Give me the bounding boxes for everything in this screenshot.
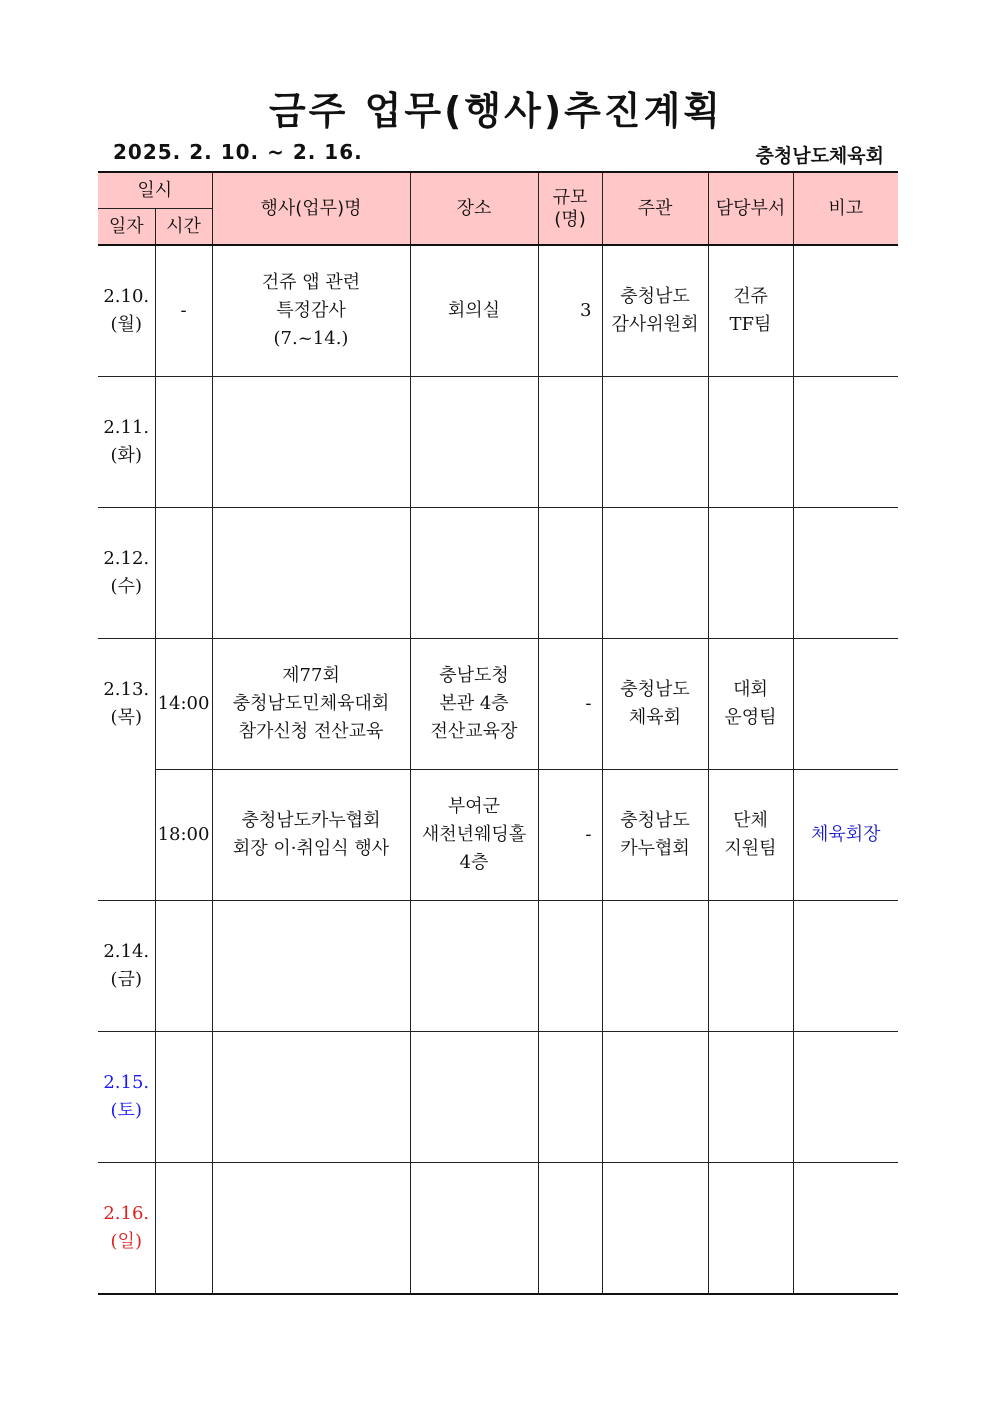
- weekday-text: (월): [110, 314, 142, 335]
- date-text: 2.14.: [103, 941, 150, 962]
- host-line: 감사위원회: [611, 314, 699, 335]
- scale-cell: [538, 1163, 602, 1295]
- header-scale-line1: 규모: [552, 186, 588, 208]
- event-line: 회장 이·취임식 행사: [232, 838, 390, 859]
- table-row: [98, 1032, 898, 1163]
- date-cell: [98, 245, 155, 377]
- scale-cell: [538, 901, 602, 1032]
- date-text: 2.12.: [103, 548, 150, 569]
- dept-line: TF팀: [729, 314, 772, 335]
- scale-cell: -: [538, 770, 602, 901]
- place-line: 본관 4층: [439, 693, 509, 714]
- event-cell: [212, 639, 410, 770]
- note-cell: [793, 508, 898, 639]
- dept-cell: [708, 508, 793, 639]
- event-cell: [212, 770, 410, 901]
- place-line: 회의실: [447, 300, 501, 321]
- note-cell: [793, 901, 898, 1032]
- weekday-text: (토): [110, 1100, 142, 1121]
- scale-cell: [538, 508, 602, 639]
- date-text: 2.13.: [103, 679, 150, 700]
- date-cell: [98, 377, 155, 508]
- event-line: 충청남도민체육대회: [232, 693, 390, 714]
- place-line: 부여군: [447, 796, 501, 817]
- place-cell: [410, 508, 538, 639]
- dept-cell: [708, 639, 793, 770]
- note-cell: [793, 377, 898, 508]
- weekday-text: (일): [110, 1231, 142, 1252]
- place-line: 새천년웨딩홀: [421, 824, 527, 845]
- time-cell: 14:00: [155, 639, 212, 770]
- host-cell: [602, 770, 708, 901]
- host-line: 충청남도: [620, 679, 690, 700]
- dept-line: 건쥬: [733, 286, 768, 307]
- table-row: [98, 245, 898, 377]
- table-row: [98, 377, 898, 508]
- dept-cell: [708, 1163, 793, 1295]
- header-place: 장소: [410, 172, 538, 245]
- event-line: 특정감사: [276, 300, 346, 321]
- event-cell: [212, 508, 410, 639]
- note-cell: [793, 1032, 898, 1163]
- header-note: 비고: [793, 172, 898, 245]
- host-cell: [602, 1163, 708, 1295]
- place-cell: [410, 901, 538, 1032]
- organization-name: 충청남도체육회: [755, 145, 884, 167]
- event-cell: [212, 377, 410, 508]
- period-range: 2025. 2. 10. ~ 2. 16.: [113, 140, 363, 164]
- date-text: 2.15.: [103, 1072, 150, 1093]
- time-cell: [155, 1032, 212, 1163]
- weekday-text: (화): [110, 445, 142, 466]
- date-text: 2.16.: [103, 1203, 150, 1224]
- event-line: (7.~14.): [273, 328, 349, 349]
- host-line: 충청남도: [620, 810, 690, 831]
- page-title: 금주 업무(행사)추진계획: [268, 89, 724, 133]
- scale-cell: [538, 377, 602, 508]
- dept-cell: [708, 1032, 793, 1163]
- event-cell: [212, 1163, 410, 1295]
- note-cell: 체육회장: [793, 770, 898, 901]
- table-row: [98, 901, 898, 1032]
- event-line: 참가신청 전산교육: [238, 721, 384, 742]
- date-cell: [98, 1163, 155, 1295]
- host-cell: [602, 377, 708, 508]
- place-cell: [410, 1163, 538, 1295]
- event-cell: [212, 1032, 410, 1163]
- time-cell: [155, 901, 212, 1032]
- time-cell: 18:00: [155, 770, 212, 901]
- time-cell: [155, 508, 212, 639]
- host-cell: [602, 639, 708, 770]
- header-scale-line2: (명): [554, 208, 586, 230]
- header-datetime: 일시: [98, 172, 212, 209]
- scale-cell: [538, 1032, 602, 1163]
- date-text: 2.11.: [103, 417, 150, 438]
- place-line: 4층: [459, 852, 489, 873]
- place-cell: [410, 1032, 538, 1163]
- date-cell: [98, 1032, 155, 1163]
- host-cell: [602, 901, 708, 1032]
- header-scale: [538, 172, 602, 245]
- header-dept: 담당부서: [708, 172, 793, 245]
- host-cell: [602, 1032, 708, 1163]
- dept-line: 운영팀: [724, 707, 777, 728]
- note-cell: [793, 245, 898, 377]
- header-time: 시간: [155, 209, 212, 246]
- dept-cell: [708, 377, 793, 508]
- dept-cell: [708, 245, 793, 377]
- note-cell: [793, 1163, 898, 1295]
- place-line: 전산교육장: [430, 721, 518, 742]
- table-row: [98, 508, 898, 639]
- header-event: 행사(업무)명: [212, 172, 410, 245]
- place-cell: [410, 639, 538, 770]
- date-cell: [98, 508, 155, 639]
- event-line: 건쥬 앱 관련: [261, 272, 361, 293]
- place-cell: [410, 377, 538, 508]
- event-line: 충청남도카누협회: [241, 810, 381, 831]
- host-line: 체육회: [628, 707, 682, 728]
- host-cell: [602, 508, 708, 639]
- event-cell: [212, 245, 410, 377]
- time-cell: [155, 377, 212, 508]
- weekday-text: (금): [110, 969, 142, 990]
- event-line: 제77회: [282, 665, 340, 686]
- note-cell: [793, 639, 898, 770]
- dept-line: 지원팀: [724, 838, 777, 859]
- scale-cell: 3: [538, 245, 602, 377]
- dept-line: 대회: [733, 679, 768, 700]
- time-cell: [155, 1163, 212, 1295]
- weekly-plan-table: [98, 171, 898, 1295]
- table-row: [98, 770, 898, 901]
- date-cell: [98, 639, 155, 901]
- header-host: 주관: [602, 172, 708, 245]
- weekday-text: (수): [110, 576, 142, 597]
- host-line: 충청남도: [620, 286, 690, 307]
- host-line: 카누협회: [620, 838, 690, 859]
- date-text: 2.10.: [103, 286, 150, 307]
- dept-line: 단체: [733, 810, 768, 831]
- dept-cell: [708, 901, 793, 1032]
- place-cell: [410, 245, 538, 377]
- weekday-text: (목): [110, 707, 142, 728]
- time-cell: -: [155, 245, 212, 377]
- place-cell: [410, 770, 538, 901]
- table-row: [98, 639, 898, 770]
- header-date: 일자: [98, 209, 155, 246]
- date-cell: [98, 901, 155, 1032]
- event-cell: [212, 901, 410, 1032]
- place-line: 충남도청: [439, 665, 509, 686]
- table-row: [98, 1163, 898, 1295]
- dept-cell: [708, 770, 793, 901]
- scale-cell: -: [538, 639, 602, 770]
- host-cell: [602, 245, 708, 377]
